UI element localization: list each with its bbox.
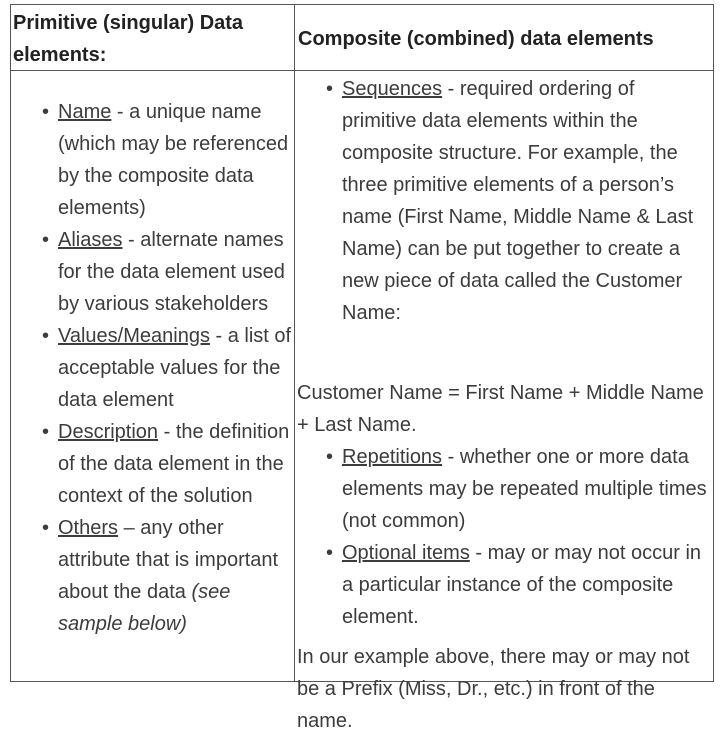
formula-text: Customer Name = First Name + Middle Name + Last Name. [297,382,704,436]
term-description: - the definition of the data element in the context of the solution [58,421,290,507]
term-label: Name [58,101,112,123]
term-description: - a list of acceptable values for the data element [58,325,292,411]
bullet-icon: • [42,101,50,123]
list-item [297,537,712,633]
term-description: - required ordering of primitive data elements within the composite structure. For example, the three primitive elements of a person’s name (First Name, Middle Name & Last Name) can be put together to create a new piece of data called the Customer Name: [342,78,694,324]
bullet-icon: • [326,542,334,564]
term-description: – any other attribute that is important about the data [58,517,279,603]
term-description: - may or may not occur in a particular instance of the composite element. [342,542,702,628]
term-label: Aliases [58,229,123,251]
term-description: - a unique name (which may be referenced by the composite data elements) [58,101,289,219]
term-description: - whether one or more data elements may be repeated multiple times (not common) [342,446,707,532]
list-item [13,416,293,512]
list-item [13,320,293,416]
primitive-list [13,96,293,640]
list-item [13,96,293,224]
footer-text: In our example above, there may or may not be a Prefix (Miss, Dr., etc.) in front of the name. [297,646,690,732]
composite-list-top [297,73,712,329]
term-description: - alternate names for the data element used by various stakeholders [58,229,285,315]
bullet-icon: • [42,517,50,539]
term-label: Sequences [342,78,443,100]
list-item [297,73,712,329]
list-item [297,441,712,537]
sample-note: (see sample below) [58,581,231,635]
bullet-icon: • [326,446,334,468]
primitive-cell [13,96,293,640]
list-item [13,224,293,320]
term-label: Values/Meanings [58,325,210,347]
composite-list-bottom [297,441,712,633]
bullet-icon: • [42,229,50,251]
bullet-icon: • [42,421,50,443]
column-divider [294,5,295,681]
term-label: Others [58,517,119,539]
header-composite: Composite (combined) data elements [298,28,654,50]
term-label: Description [58,421,159,443]
header-primitive: Primitive (singular) Data elements: [13,12,244,66]
composite-cell [297,73,712,737]
term-label: Repetitions [342,446,443,468]
bullet-icon: • [326,78,334,100]
data-elements-table [10,4,714,732]
term-label: Optional items [342,542,470,564]
list-item [13,512,293,640]
bullet-icon: • [42,325,50,347]
